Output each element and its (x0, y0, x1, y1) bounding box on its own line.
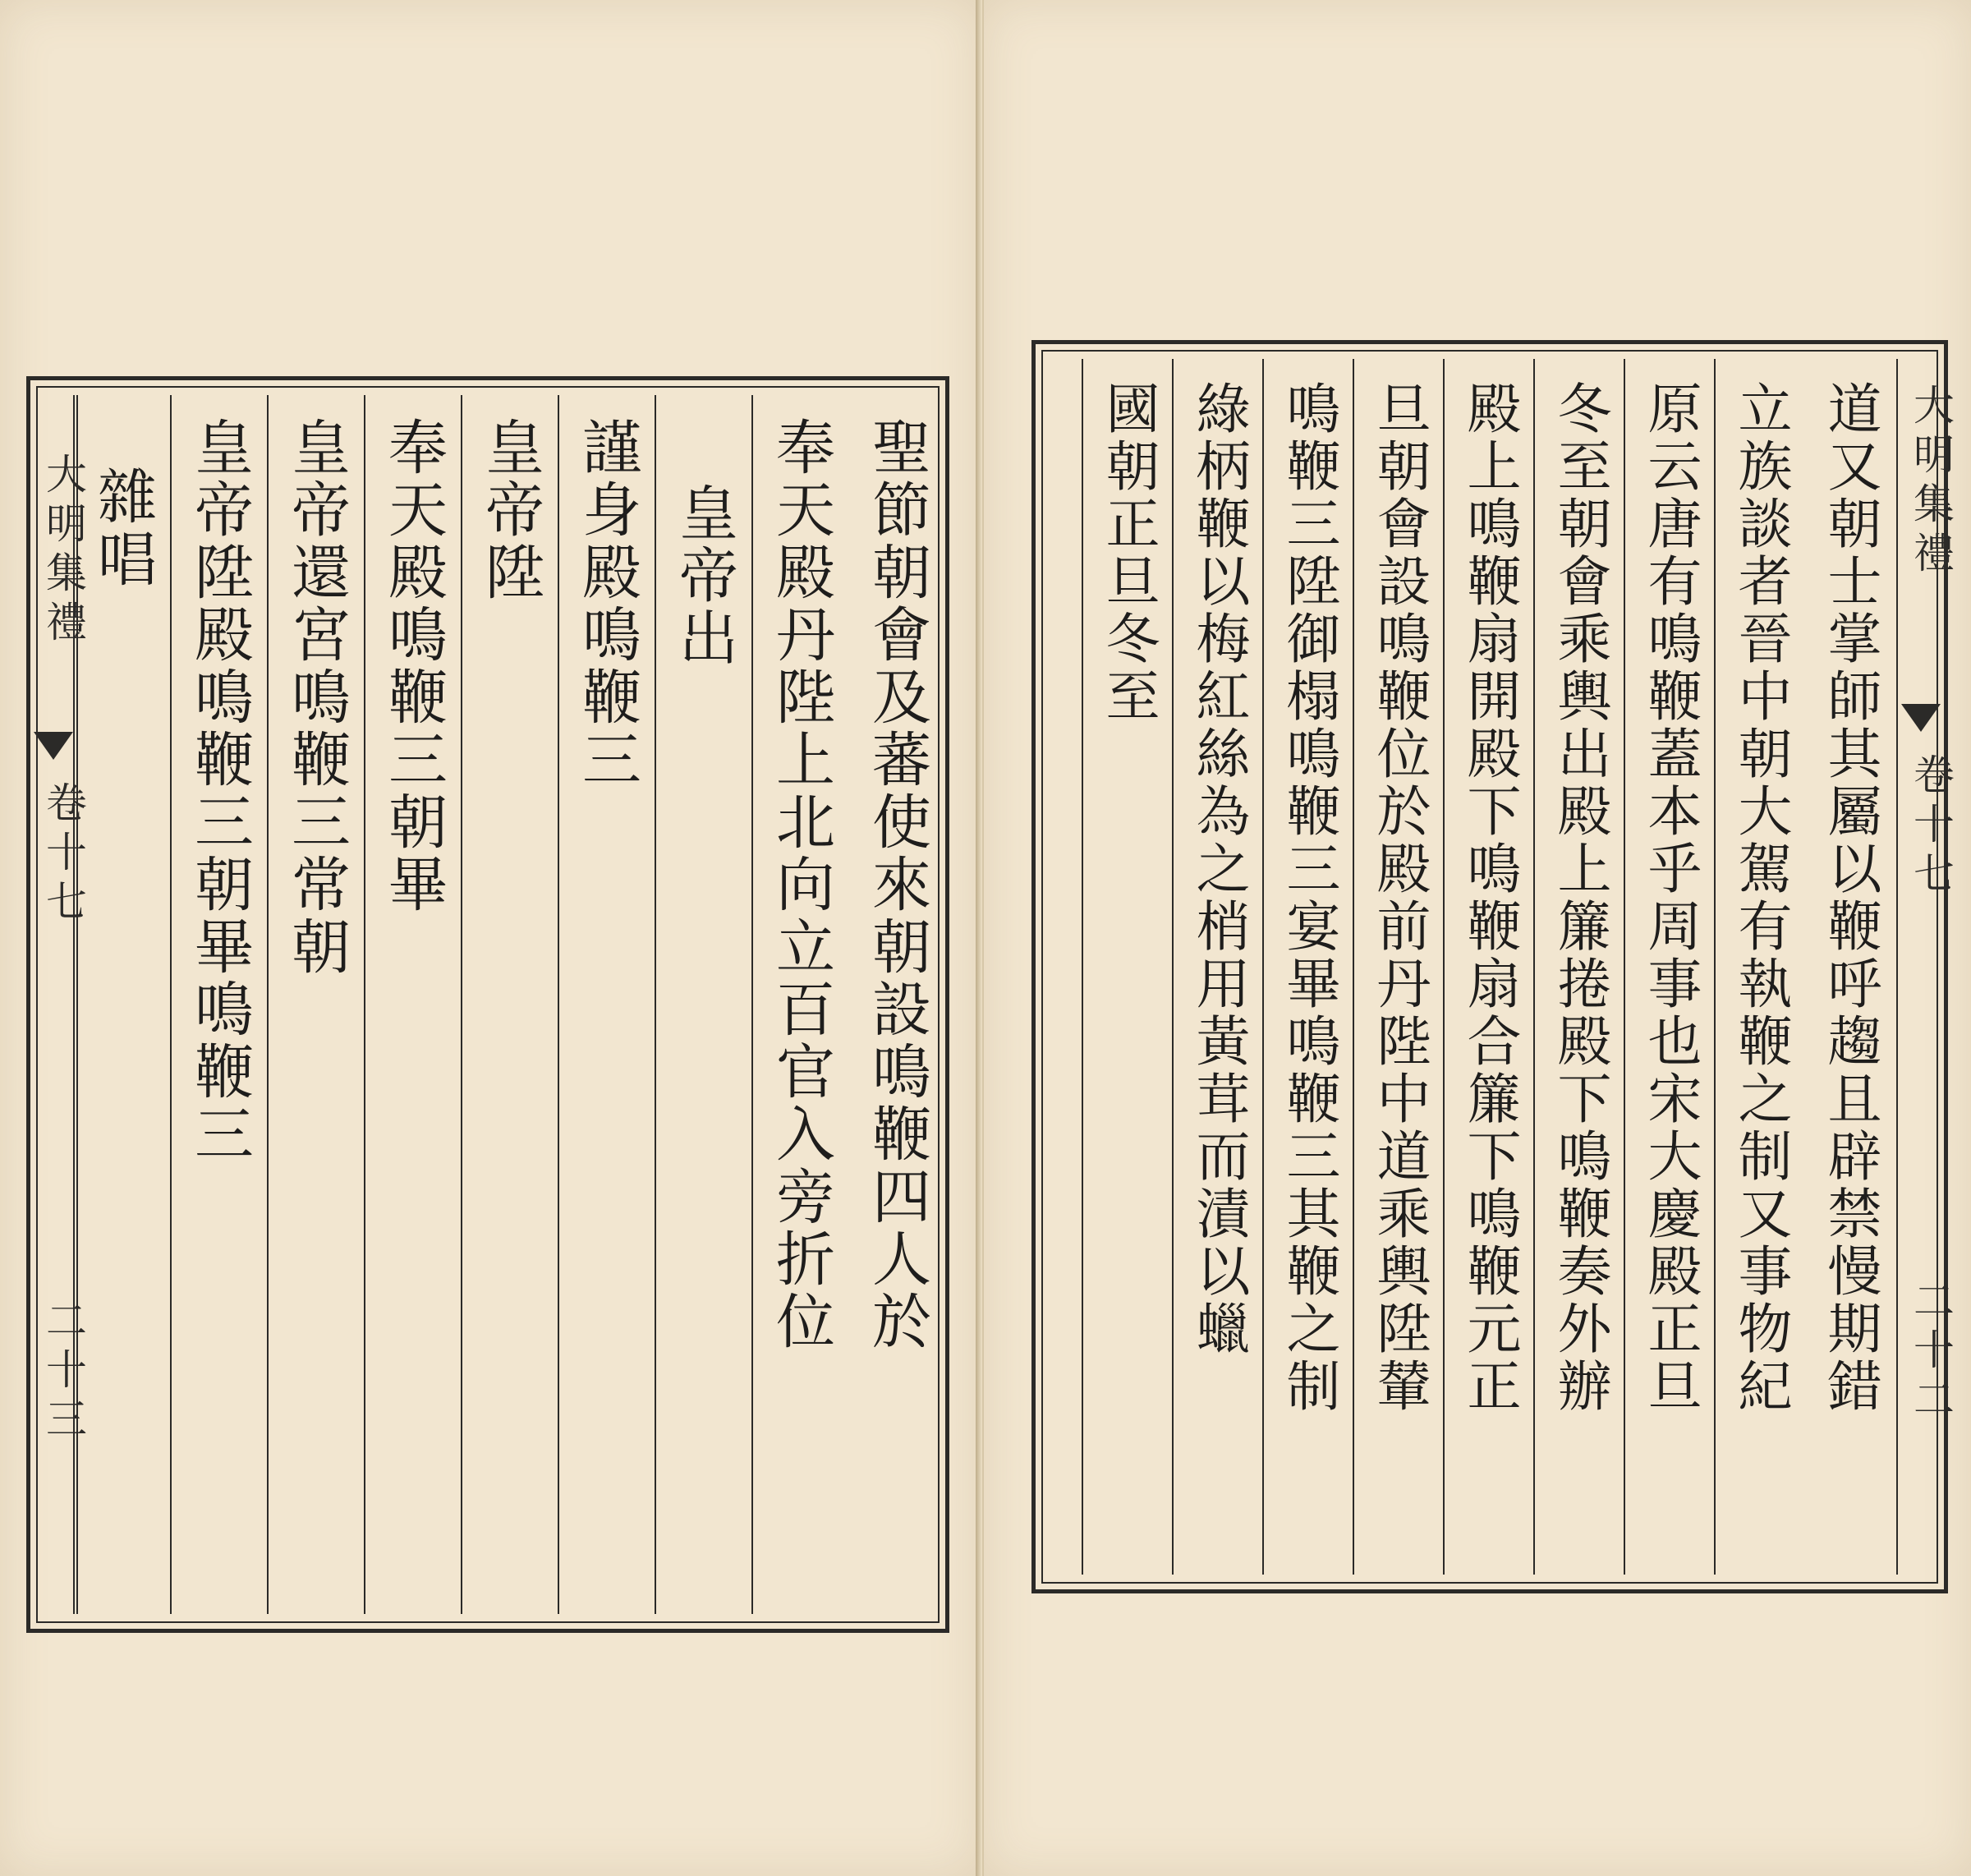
left-text-frame (26, 376, 949, 1633)
right-column-8: 綠柄鞭以梅紅絲為之梢用黃茸而漬以蠟 (1172, 359, 1262, 1575)
right-fishtail-mark (1901, 704, 1941, 732)
right-column-2: 立族談者晉中朝大駕有執鞭之制又事物紀 (1714, 359, 1804, 1575)
right-banner-title: 大明集禮 (1907, 384, 1955, 581)
right-banner-volume: 卷十七 (1907, 753, 1955, 901)
left-column-2: 奉天殿丹陛上北向立百官入旁折位 (751, 395, 848, 1614)
left-column-7: 皇帝還宮鳴鞭三常朝 (267, 395, 364, 1614)
left-banner-leaf-number: 二十三 (39, 1299, 87, 1446)
right-column-6: 旦朝會設鳴鞭位於殿前丹陛中道乘輿陞輦 (1353, 359, 1443, 1575)
right-column-1: 道又朝士掌師其屬以鞭呼趨且辟禁慢期錯 (1818, 380, 1881, 1415)
left-column-9: 雜唱 (73, 395, 170, 1614)
left-banner-title: 大明集禮 (39, 453, 87, 650)
right-column-4: 冬至朝會乘輿出殿上簾捲殿下鳴鞭奏外辦 (1533, 359, 1624, 1575)
right-column-3: 原云唐有鳴鞭蓋本乎周事也宋大慶殿正旦 (1624, 359, 1714, 1575)
right-column-7: 鳴鞭三陞御榻鳴鞭三宴畢鳴鞭三其鞭之制 (1262, 359, 1353, 1575)
left-column-1: 聖節朝會及蕃使來朝設鳴鞭四人於 (862, 416, 931, 1353)
left-banner-strip (30, 395, 87, 1614)
left-column-6: 奉天殿鳴鞭三朝畢 (364, 395, 461, 1614)
right-text-frame (1031, 340, 1955, 1593)
right-banner-leaf-number: 二十二 (1907, 1279, 1955, 1427)
right-banner-strip (1896, 359, 1955, 1575)
right-column-9: 國朝正旦冬至 (1082, 359, 1172, 1575)
left-column-5: 皇帝陞 (461, 395, 558, 1614)
left-banner-volume: 卷十七 (39, 781, 87, 929)
left-column-8: 皇帝陞殿鳴鞭三朝畢鳴鞭三 (170, 395, 267, 1614)
right-page (982, 0, 1971, 1876)
left-column-4: 謹身殿鳴鞭三 (558, 395, 655, 1614)
left-column-3: 皇帝出 (655, 395, 751, 1614)
right-column-5: 殿上鳴鞭扇開殿下鳴鞭扇合簾下鳴鞭元正 (1443, 359, 1533, 1575)
left-fishtail-mark (34, 732, 73, 760)
left-page (0, 0, 981, 1876)
